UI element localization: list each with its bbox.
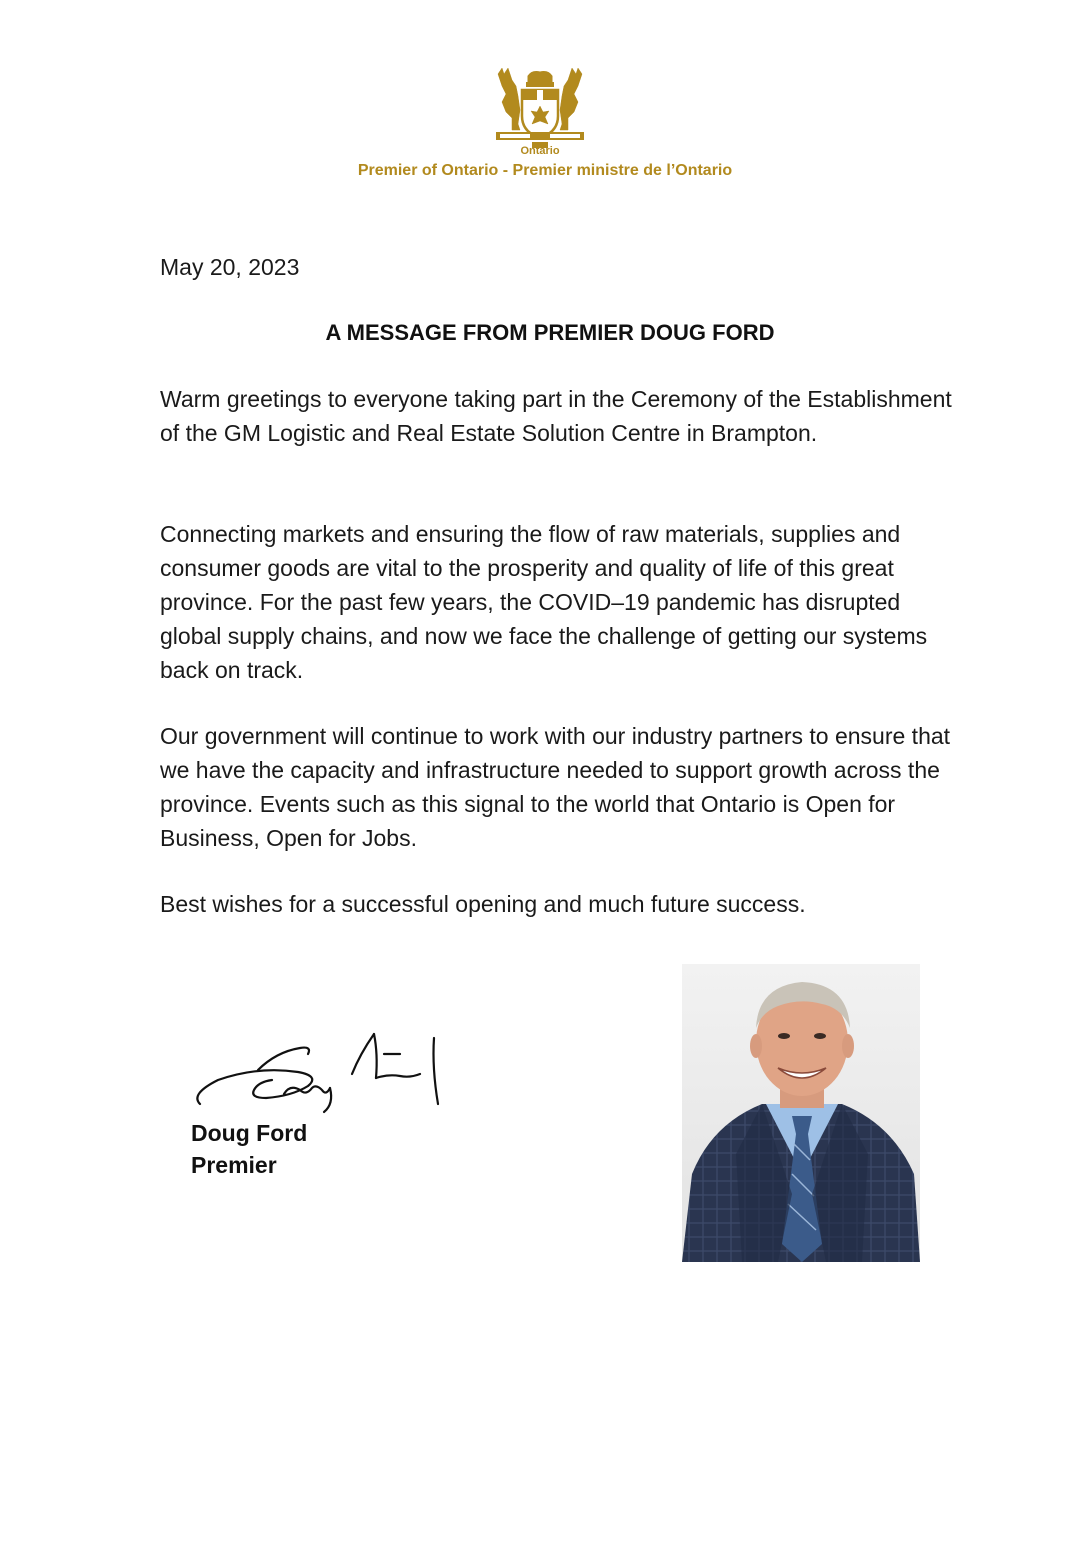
handwritten-signature-icon — [188, 1024, 468, 1120]
paragraph-4: Best wishes for a successful opening and much future success. — [160, 891, 806, 917]
crest-wordmark: Ontario — [520, 145, 560, 157]
paragraph-2: Connecting markets and ensuring the flow of raw materials, supplies and consumer goods are vital to the prosperity and quality of life of this great province. For the past few years, the COVID–19 pandemic has disrupted global supply chains, and now we face the challenge of getting our systems back on track. — [160, 521, 928, 683]
paragraph-3: Our government will continue to work with our industry partners to ensure that we have the capacity and infrastructure needed to support growth across the province. Events such as this signal to the world that Ontario is Open for Business, Open for Jobs. — [160, 723, 951, 851]
signatory-name: Doug Ford — [191, 1120, 308, 1146]
signatory-title: Premier — [191, 1152, 277, 1178]
portrait-photo — [682, 964, 920, 1262]
letter-date: May 20, 2023 — [160, 254, 300, 280]
paragraph-1: Warm greetings to everyone taking part in the Ceremony of the Establishment of the GM Logistic and Real Estate Solution Centre in Brampton. — [160, 386, 952, 446]
office-title: Premier of Ontario - Premier ministre de l’Ontario — [357, 162, 733, 179]
letter-heading: A MESSAGE FROM PREMIER DOUG FORD — [325, 320, 775, 345]
